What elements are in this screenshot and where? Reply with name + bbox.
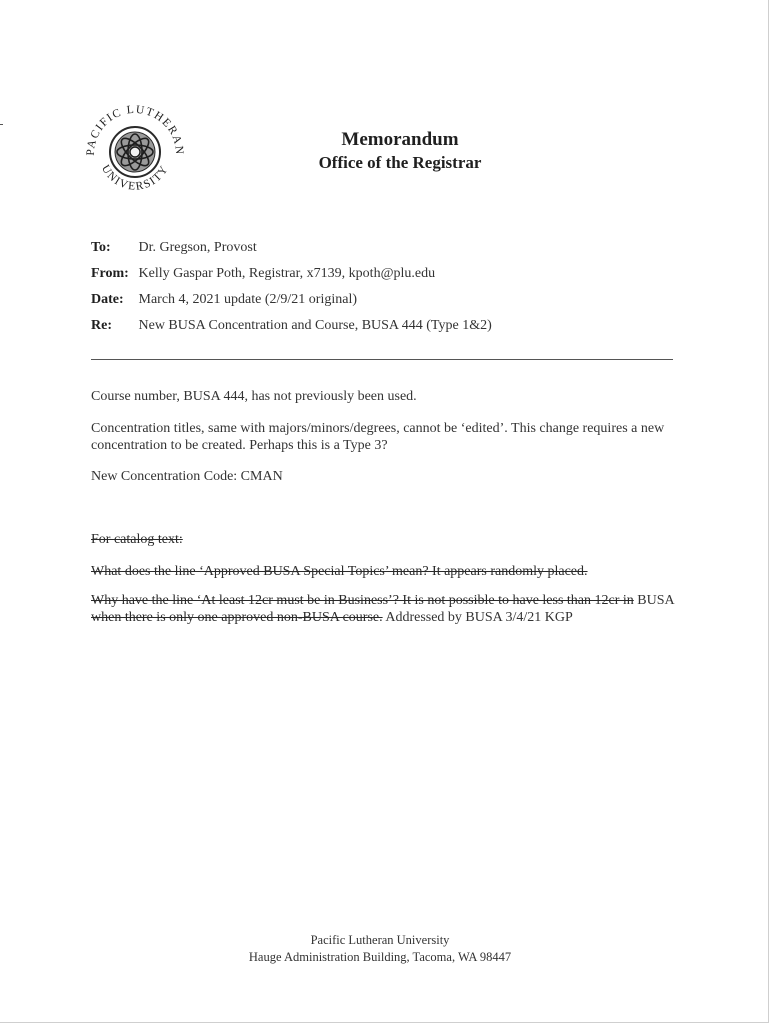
header-divider (91, 359, 673, 360)
from-value: Kelly Gaspar Poth, Registrar, x7139, kpoth@plu.edu (138, 266, 436, 281)
paragraph-concentration-titles: Concentration titles, same with majors/minors/degrees, cannot be ‘edited’. This change requires a new concentration to be created. Perhaps this is a Type 3? (91, 421, 665, 453)
catalog-heading: For catalog text: (91, 532, 183, 547)
date-label: Date: (91, 292, 124, 307)
busa-word: BUSA (637, 593, 674, 608)
memo-title: Memorandum (341, 129, 459, 150)
re-label: Re: (91, 318, 112, 333)
catalog-question-business-credits (91, 592, 691, 626)
re-row (91, 317, 492, 335)
memo-subtitle: Office of the Registrar (318, 153, 482, 172)
catalog-question-special-topics: What does the line ‘Approved BUSA Special Topics’ mean? It appears randomly placed. (91, 564, 588, 579)
seal-top-text: PACIFIC LUTHERAN (84, 103, 186, 156)
to-row (91, 239, 257, 257)
non-busa-course-note: when there is only one approved non-BUSA course. (91, 610, 383, 625)
addressed-note: Addressed by BUSA 3/4/21 KGP (382, 610, 573, 625)
date-row (91, 291, 357, 309)
paragraph-concentration-code: New Concentration Code: CMAN (91, 469, 283, 484)
footer-building: Hauge Administration Building, Tacoma, WA 98447 (248, 950, 512, 964)
footer-address (200, 932, 560, 966)
to-label: To: (91, 240, 111, 255)
re-value: New BUSA Concentration and Course, BUSA 444 (Type 1&2) (138, 318, 492, 333)
from-label: From: (91, 266, 129, 281)
seal-bottom-text: UNIVERSITY (98, 163, 172, 193)
scan-mark (0, 124, 3, 125)
paragraph-course-number: Course number, BUSA 444, has not previously been used. (91, 389, 417, 404)
footer-university: Pacific Lutheran University (310, 933, 450, 947)
university-seal-icon (80, 96, 190, 206)
to-value: Dr. Gregson, Provost (138, 240, 257, 255)
business-credits-question: Why have the line ‘At least 12cr must be in Business’? It is not possible to have less than 12cr in (91, 593, 634, 608)
memo-header (290, 128, 510, 174)
from-row (91, 265, 435, 283)
date-value: March 4, 2021 update (2/9/21 original) (138, 292, 358, 307)
